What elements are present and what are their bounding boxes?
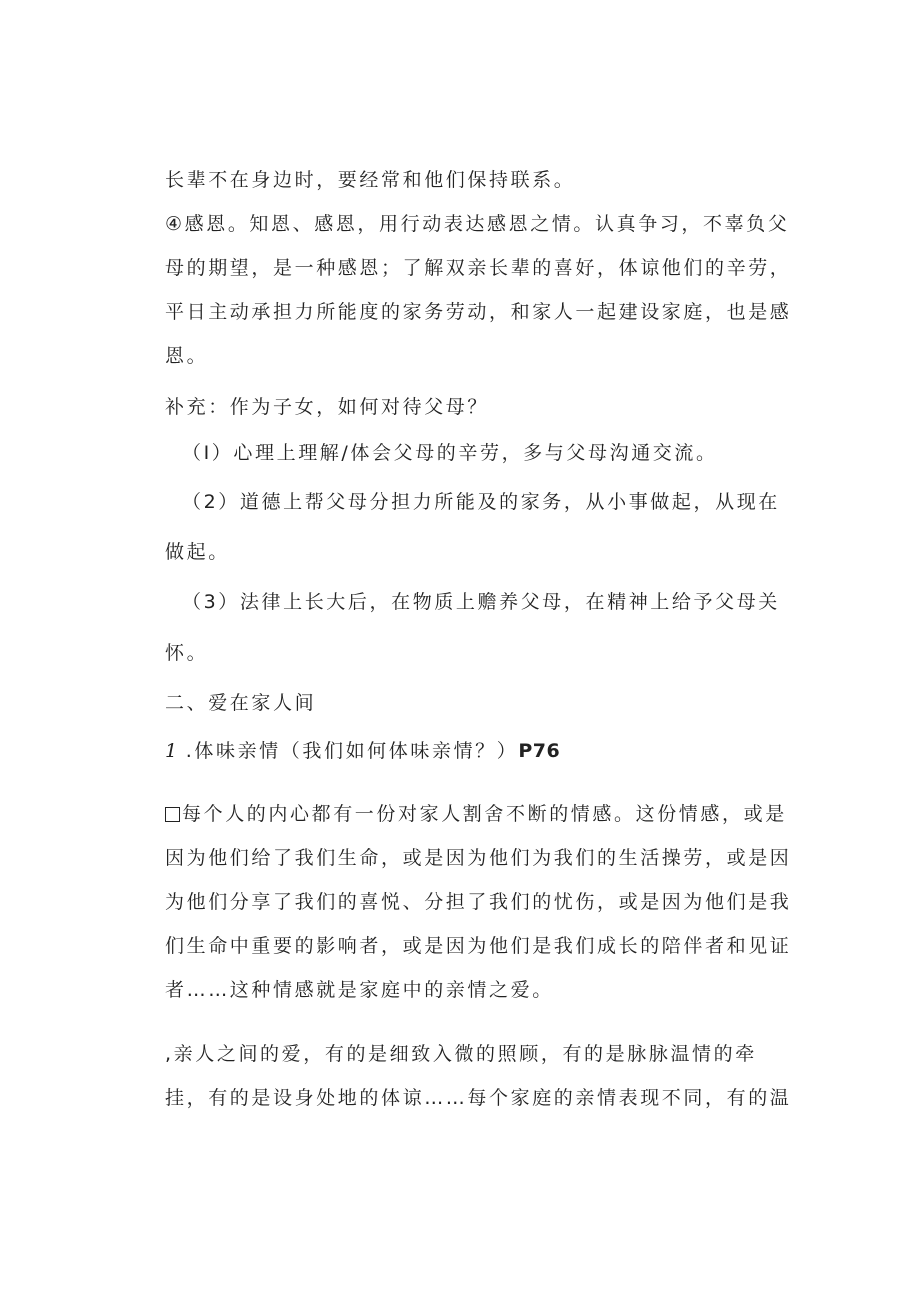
paragraph-line — [165, 802, 787, 826]
text-line: 长辈不在身边时，要经常和他们保持联系。 — [165, 169, 576, 191]
paragraph-line: 因为他们给了我们生命，或是因为他们为我们的生活操劳，或是因 — [165, 847, 792, 869]
text-line: ④感恩。知恩、感恩，用行动表达感恩之情。认真争习，不辜负父 — [165, 213, 790, 235]
text-line: 做起。 — [165, 541, 230, 563]
subsection-heading — [165, 739, 560, 763]
paragraph-line: 挂，有的是设身处地的体谅……每个家庭的亲情表现不同，有的温 — [165, 1087, 792, 1109]
text-line: 母的期望，是一种感恩；了解双亲长辈的喜好，体谅他们的辛劳， — [165, 257, 792, 279]
paragraph-text: 每个人的内心都有一份对家人割舍不断的情感。这份情感，或是 — [182, 803, 787, 825]
text-line: （I）心理上理解/体会父母的辛劳，多与父母沟通交流。 — [182, 442, 718, 464]
text-line: （2）道德上帮父母分担力所能及的家务，从小事做起，从现在 — [182, 491, 780, 513]
text-line: 平日主动承担力所能度的家务劳动，和家人一起建设家庭，也是感 — [165, 301, 792, 323]
page-reference: P76 — [518, 740, 561, 762]
heading-number: 1 — [165, 740, 178, 762]
heading-title: .体味亲情（我们如何体味亲情？） — [185, 740, 519, 762]
checkbox-bullet-icon — [165, 807, 180, 822]
paragraph-line: 者……这种情感就是家庭中的亲情之爱。 — [165, 979, 554, 1001]
paragraph-line: 们生命中重要的影响者，或是因为他们是我们成长的陪伴者和见证 — [165, 935, 792, 957]
text-line: 补充：作为子女，如何对待父母？ — [165, 396, 490, 418]
text-line: 怀。 — [165, 642, 209, 664]
paragraph-line: 为他们分享了我们的喜悦、分担了我们的忧伤，或是因为他们是我 — [165, 891, 792, 913]
paragraph-line: ,亲人之间的爱，有的是细致入微的照顾，有的是脉脉温情的牵 — [165, 1043, 757, 1065]
text-line: （3）法律上长大后，在物质上赡养父母，在精神上给予父母关 — [182, 591, 780, 613]
section-heading: 二、爱在家人间 — [165, 692, 317, 714]
text-line: 恩。 — [165, 345, 209, 367]
